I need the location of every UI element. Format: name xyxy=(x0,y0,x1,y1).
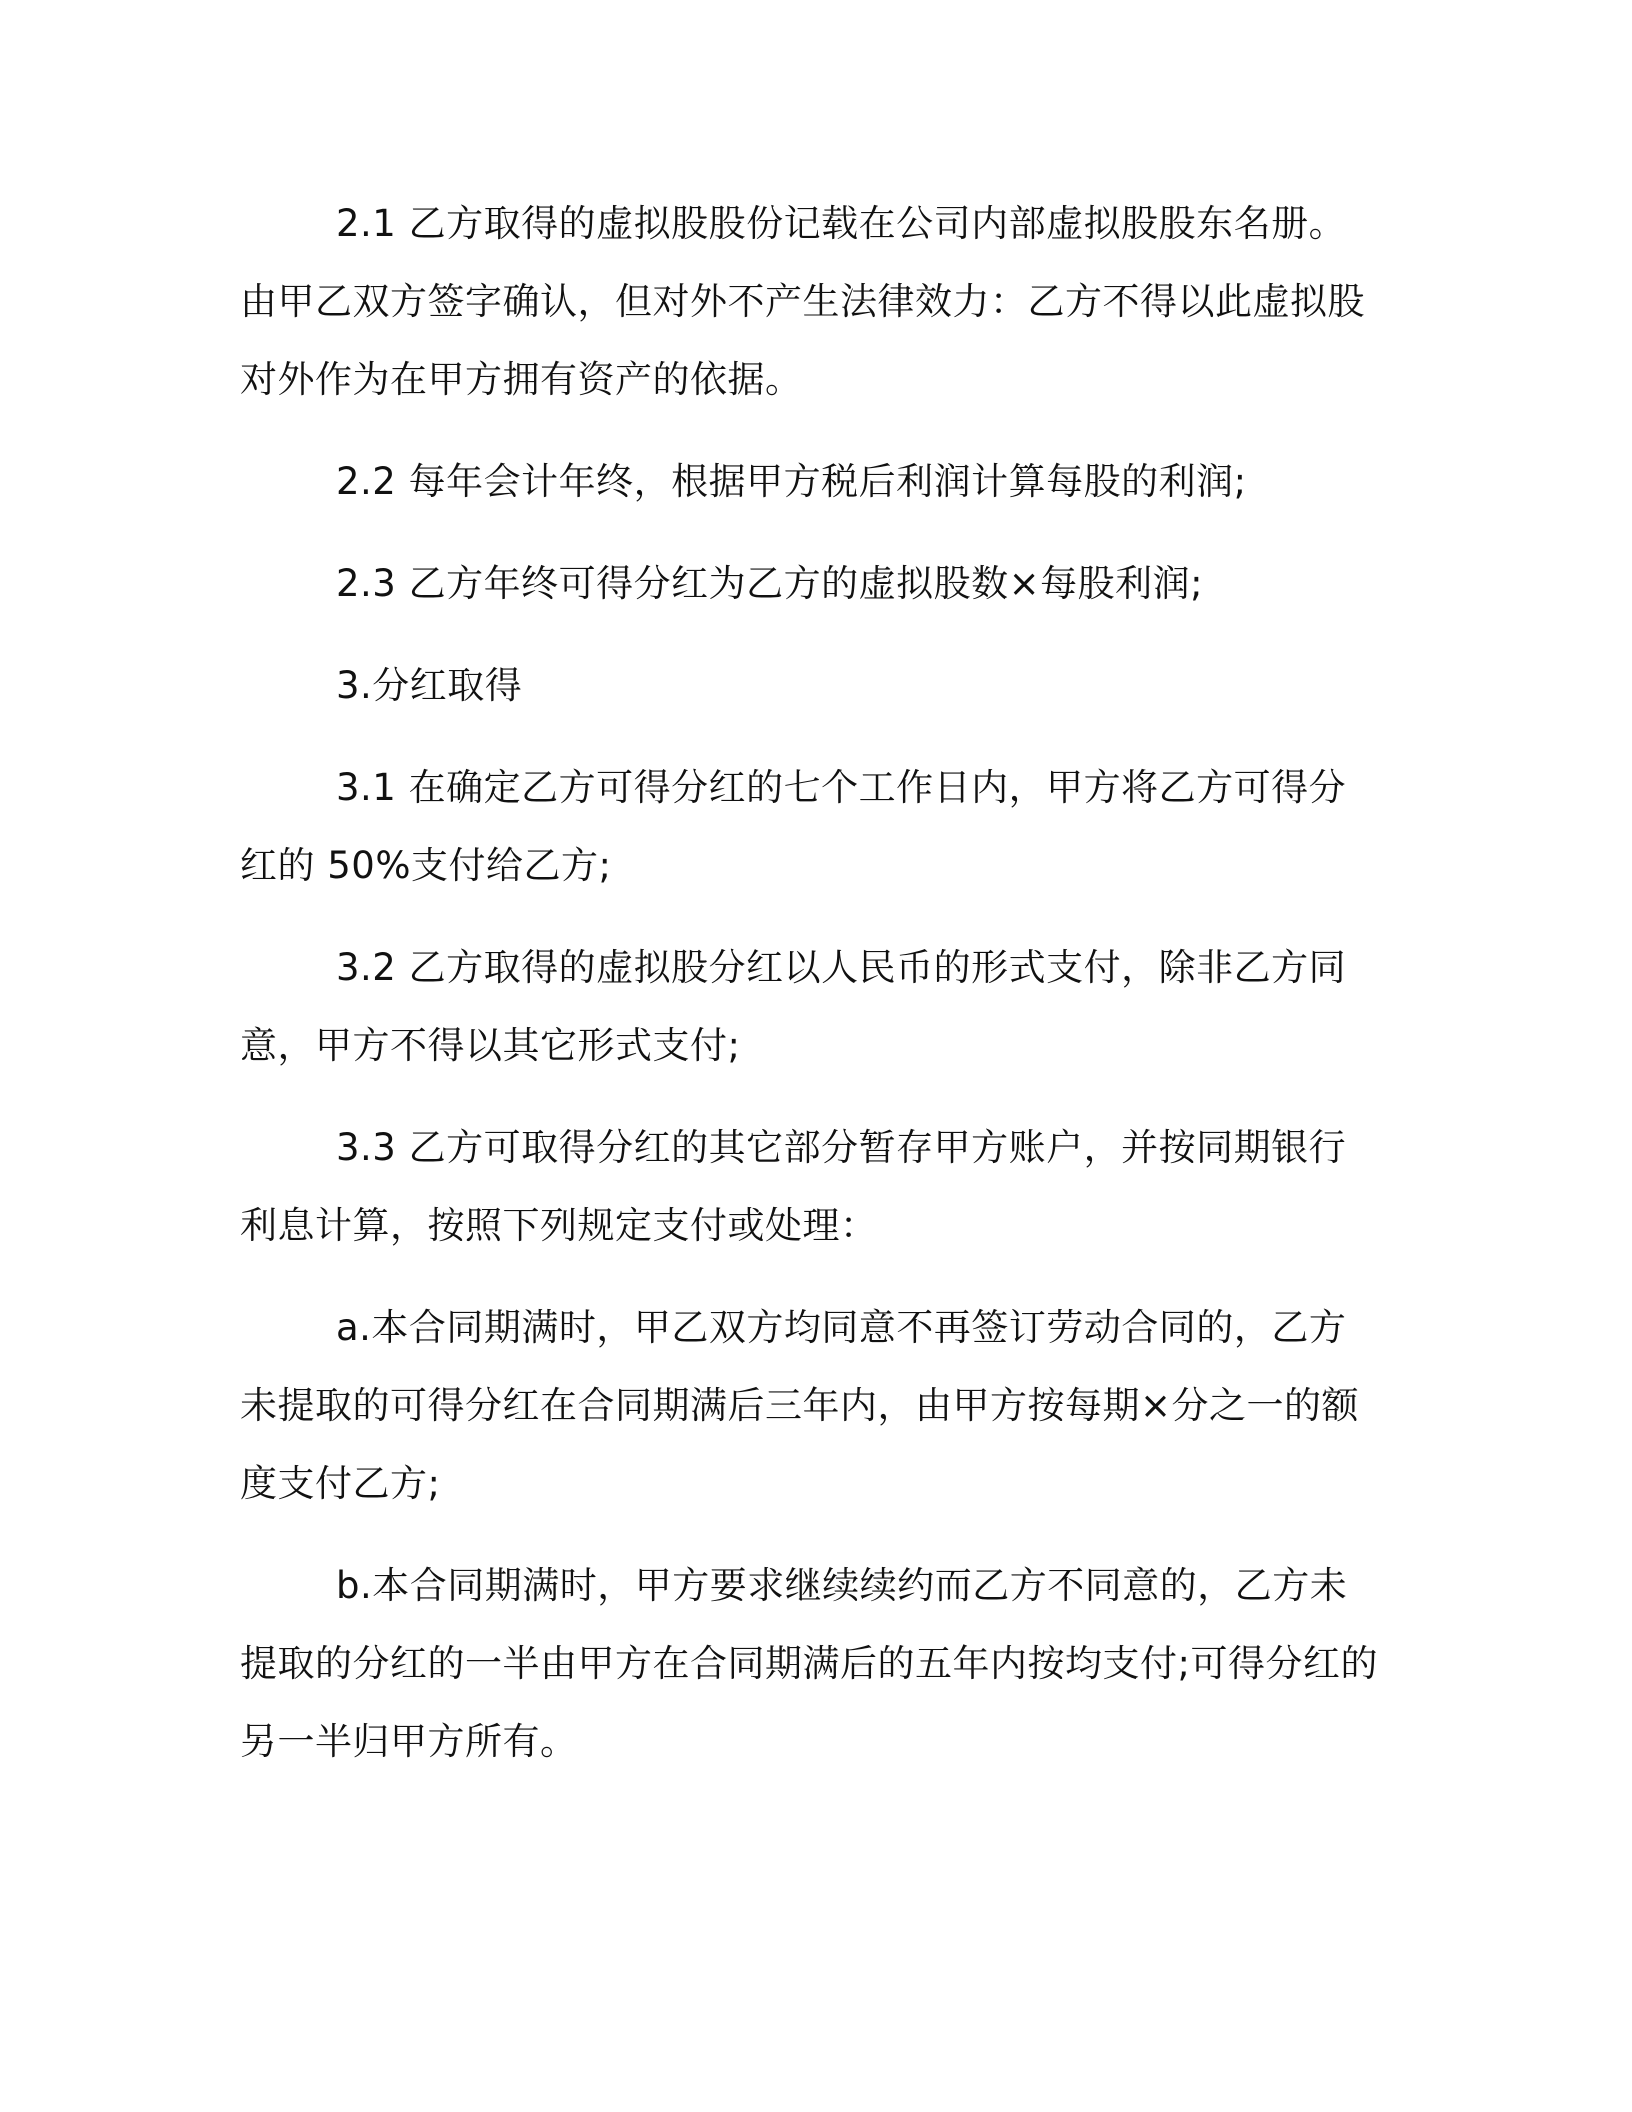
paragraph-2-3: 2.3 乙方年终可得分红为乙方的虚拟股数×每股利润; xyxy=(336,562,1204,605)
paragraph-2-1: 2.1 乙方取得的虚拟股股份记载在公司内部虚拟股股东名册。由甲乙双方签字确认，但对外不产生法律效力：乙方不得以此虚拟股对外作为在甲方拥有资产的依据。 xyxy=(240,202,1365,401)
paragraph-3-3: 3.3 乙方可取得分红的其它部分暂存甲方账户，并按同期银行利息计算，按照下列规定支付或处理： xyxy=(240,1126,1347,1247)
paragraph-3-2: 3.2 乙方取得的虚拟股分红以人民币的形式支付，除非乙方同意，甲方不得以其它形式支付; xyxy=(240,946,1347,1067)
paragraph-3-1: 3.1 在确定乙方可得分红的七个工作日内，甲方将乙方可得分红的 50%支付给乙方; xyxy=(240,766,1347,887)
paragraph-item-b: b.本合同期满时，甲方要求继续续约而乙方不同意的，乙方未提取的分红的一半由甲方在合同期满后的五年内按均支付;可得分红的另一半归甲方所有。 xyxy=(240,1564,1378,1763)
document-page xyxy=(240,185,1380,1805)
section-heading-3: 3.分红取得 xyxy=(336,664,523,707)
paragraph-item-a: a.本合同期满时，甲乙双方均同意不再签订劳动合同的，乙方未提取的可得分红在合同期满后三年内，由甲方按每期×分之一的额度支付乙方; xyxy=(240,1306,1360,1505)
paragraph-2-2: 2.2 每年会计年终，根据甲方税后利润计算每股的利润; xyxy=(336,460,1247,503)
